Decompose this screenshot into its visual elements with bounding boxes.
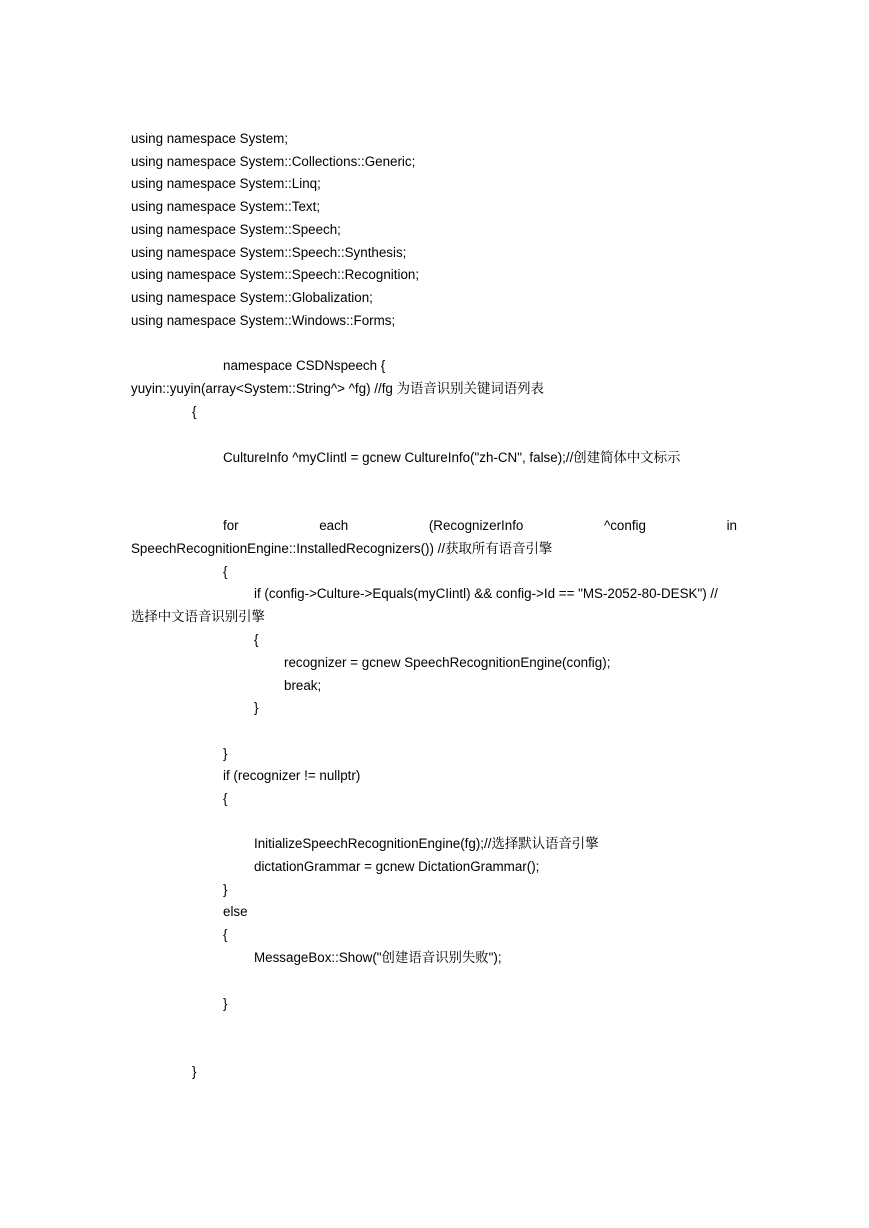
code-line-using-recognition: using namespace System::Speech::Recognition; [131,267,420,282]
code-line-installed-recognizers: SpeechRecognitionEngine::InstalledRecognizers()) //获取所有语音引擎 [131,541,553,556]
code-line-open-brace: { [223,564,228,579]
code-line-cultureinfo: CultureInfo ^myCIintl = gcnew CultureInfo("zh-CN", false);//创建简体中文标示 [223,450,681,465]
code-line-close-brace: } [223,882,228,897]
code-line-messagebox: MessageBox::Show("创建语音识别失败"); [254,950,502,965]
code-line-close-brace: } [223,996,228,1011]
code-line-using-text: using namespace System::Text; [131,199,321,214]
foreach-word: ^config [603,518,646,533]
code-line-using-linq: using namespace System::Linq; [131,176,321,191]
code-line-close-brace: } [254,700,259,715]
code-line-if-recognizer: if (recognizer != nullptr) [223,768,361,783]
code-line-using-globalization: using namespace System::Globalization; [131,290,373,305]
code-line-foreach [223,517,737,535]
code-line-open-brace: { [192,404,197,419]
code-line-open-brace: { [223,791,228,806]
foreach-word: (RecognizerInfo [428,518,524,533]
code-line-using-synthesis: using namespace System::Speech::Synthesis; [131,245,407,260]
code-line-open-brace: { [254,632,259,647]
foreach-word: each [319,518,349,533]
code-line-open-brace: { [223,927,228,942]
code-line-using-collections-generic: using namespace System::Collections::Generic; [131,154,416,169]
foreach-word: in [726,518,737,533]
code-line-new-engine: recognizer = gcnew SpeechRecognitionEngine(config); [284,655,611,670]
code-line-else: else [223,904,248,919]
code-line-break: break; [284,678,322,693]
code-line-close-brace: } [192,1064,197,1079]
code-line-using-speech: using namespace System::Speech; [131,222,341,237]
foreach-word: for [223,518,239,533]
code-line-using-windows-forms: using namespace System::Windows::Forms; [131,313,396,328]
code-line-comment-select-engine: 选择中文语音识别引擎 [131,609,265,624]
code-line-close-brace: } [223,746,228,761]
code-line-dictation-grammar: dictationGrammar = gcnew DictationGrammar(); [254,859,540,874]
code-line-constructor: yuyin::yuyin(array<System::String^> ^fg) //fg 为语音识别关键词语列表 [131,381,544,396]
code-line-using-system: using namespace System; [131,131,289,146]
code-line-namespace: namespace CSDNspeech { [223,358,386,373]
code-line-initialize: InitializeSpeechRecognitionEngine(fg);//选择默认语音引擎 [254,836,599,851]
code-line-if-culture: if (config->Culture->Equals(myCIintl) && config->Id == "MS-2052-80-DESK") // [254,586,718,601]
